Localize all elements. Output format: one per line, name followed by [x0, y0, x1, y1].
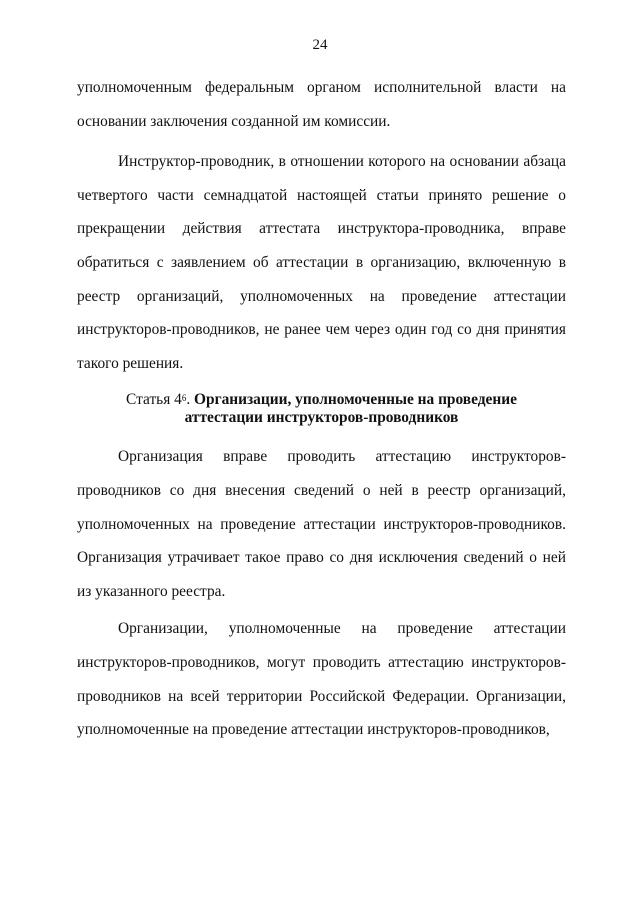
article-title-line2: аттестации инструкторов-проводников — [184, 409, 459, 427]
document-body — [77, 71, 566, 747]
article-superscript: 6 — [181, 393, 187, 404]
paragraph-continuation: уполномоченным федеральным органом исполнительной власти на основании заключения созданной им комиссии. — [77, 79, 566, 130]
article-title-line1: Организации, уполномоченные на проведение — [194, 391, 517, 409]
article-number — [126, 391, 190, 408]
paragraph-organization-rights: Организация вправе проводить аттестацию инструкторов-проводников со дня внесения сведений о ней в реестр организаций, уполномоченных на проведение аттестации инструкторов-проводников. Организация утрачивает такое право со дня исключения сведений о ней из указанного реестра. — [77, 448, 566, 600]
article-heading — [77, 391, 566, 427]
paragraph-instructor-reapply: Инструктор-проводник, в отношении которого на основании абзаца четвертого части семнадцатой настоящей статьи принято решение о прекращении действия аттестата инструктора-проводника, вправе обратиться с заявлением об аттестации в организацию, включенную в реестр организаций, уполномоченных на проведение аттестации инструкторов-проводников, не ранее чем через один год со дня принятия такого решения. — [77, 153, 566, 372]
article-dot: . — [186, 391, 191, 409]
paragraph-organization-territory: Организации, уполномоченные на проведение аттестации инструкторов-проводников, могут проводить аттестацию инструкторов-проводников на всей территории Российской Федерации. Организации, уполномоченные на проведение аттестации инструкторов-проводников, — [77, 620, 566, 739]
article-label: Статья 4 — [126, 391, 182, 409]
page-number: 24 — [312, 37, 328, 53]
